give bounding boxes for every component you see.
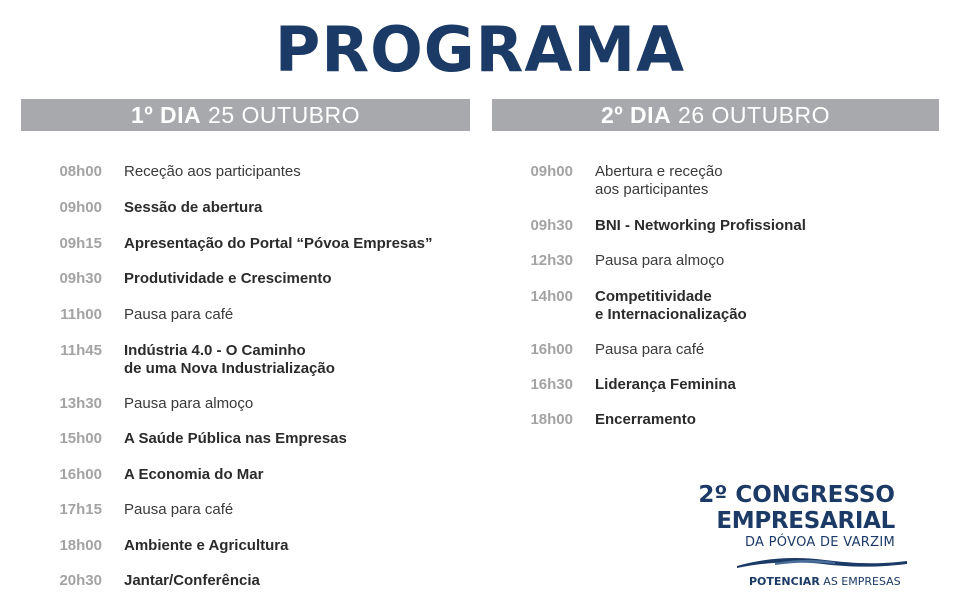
schedule-item: [21, 572, 470, 590]
schedule-time: 13h30: [59, 395, 102, 412]
schedule-item: [21, 270, 470, 288]
schedule-item: [492, 411, 939, 429]
schedule-description: Pausa para café: [124, 306, 234, 323]
schedule-time: 09h15: [59, 235, 102, 252]
day2-date: 26 OUTUBRO: [678, 102, 831, 128]
schedule-time: 11h45: [60, 342, 102, 359]
schedule-item: [492, 217, 939, 235]
schedule-time: 17h15: [59, 501, 102, 518]
day2-label: 2º DIA: [600, 102, 672, 128]
schedule-description: A Saúde Pública nas Empresas: [124, 430, 347, 447]
day1-header: [21, 99, 470, 131]
day1-label: 1º DIA: [130, 102, 202, 128]
schedule-time: 08h00: [59, 163, 102, 180]
schedule-time: 09h30: [59, 270, 102, 287]
schedule-item: [21, 501, 470, 519]
page-title: PROGRAMA: [274, 13, 686, 86]
schedule-description: Pausa para café: [124, 501, 234, 518]
logo-tagline-bold: POTENCIAR: [749, 575, 820, 588]
schedule-time: 18h00: [59, 537, 102, 554]
schedule-item: [21, 466, 470, 484]
logo-tagline: [749, 575, 901, 588]
schedule-description: Sessão de abertura: [124, 199, 263, 216]
schedule-description: Pausa para almoço: [124, 395, 254, 412]
schedule-time: 16h30: [530, 376, 573, 393]
day2-header: [492, 99, 939, 131]
schedule-description: Apresentação do Portal “Póvoa Empresas”: [124, 235, 433, 252]
schedule-item: [492, 163, 939, 199]
schedule-description: Liderança Feminina: [595, 376, 736, 393]
schedule-time: 15h00: [59, 430, 102, 447]
schedule-time: 09h30: [530, 217, 573, 234]
logo-line-3: DA PÓVOA DE VARZIM: [744, 535, 895, 550]
schedule-time: 16h00: [59, 466, 102, 483]
schedule-description: A Economia do Mar: [124, 466, 264, 483]
schedule-description: Ambiente e Agricultura: [124, 537, 289, 554]
schedule-item: [21, 163, 470, 181]
schedule-time: 20h30: [59, 572, 102, 589]
schedule-item: [492, 376, 939, 394]
schedule-item: [492, 252, 939, 270]
schedule-time: 11h00: [60, 306, 102, 323]
schedule-description: Indústria 4.0 - O Caminho de uma Nova Industrialização: [124, 342, 335, 377]
schedule-description: Pausa para café: [595, 341, 705, 358]
schedule-description: Abertura e receção aos participantes: [595, 163, 723, 198]
schedule-item: [492, 288, 939, 324]
congress-logo: [698, 478, 910, 593]
logo-line-1: 2º CONGRESSO: [698, 482, 895, 508]
schedule-item: [21, 342, 470, 378]
schedule-description: BNI - Networking Profissional: [595, 217, 806, 234]
schedule-time: 09h00: [530, 163, 573, 180]
schedule-time: 18h00: [530, 411, 573, 428]
schedule-item: [21, 537, 470, 555]
schedule-description: Pausa para almoço: [595, 252, 725, 269]
schedule-description: Produtividade e Crescimento: [124, 270, 332, 287]
schedule-item: [492, 341, 939, 359]
schedule-description: Encerramento: [595, 411, 696, 428]
schedule-description: Jantar/Conferência: [124, 572, 260, 589]
logo-line-2: EMPRESARIAL: [716, 508, 895, 534]
schedule-time: 16h00: [530, 341, 573, 358]
schedule-description: Receção aos participantes: [124, 163, 301, 180]
schedule-item: [21, 199, 470, 217]
schedule-description: Competitividade e Internacionalização: [595, 288, 747, 323]
wave-icon: [735, 552, 910, 572]
schedule-time: 09h00: [59, 199, 102, 216]
schedule-item: [21, 430, 470, 448]
day1-date: 25 OUTUBRO: [208, 102, 361, 128]
schedule-time: 14h00: [530, 288, 573, 305]
schedule-item: [21, 306, 470, 324]
schedule-item: [21, 235, 470, 253]
schedule-item: [21, 395, 470, 413]
logo-tagline-rest: AS EMPRESAS: [823, 575, 901, 588]
schedule-time: 12h30: [530, 252, 573, 269]
